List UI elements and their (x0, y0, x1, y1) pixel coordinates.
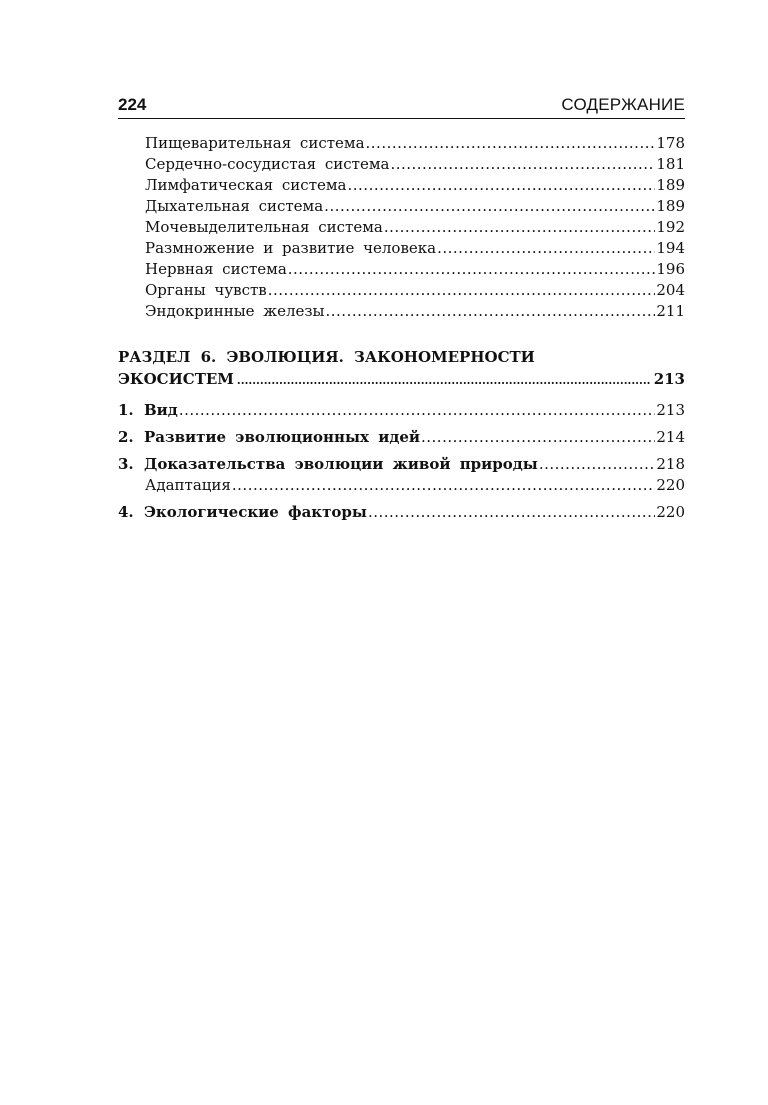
toc-leader-dots (368, 502, 655, 523)
toc-leader-dots (421, 427, 655, 448)
toc-leader-dots (326, 301, 656, 322)
toc-entry-page: 189 (656, 176, 685, 194)
toc-entry-page: 192 (656, 218, 685, 236)
toc-leader-dots (288, 259, 656, 280)
toc-entry-label: Нервная система (145, 260, 287, 278)
toc-entry-label: Сердечно-сосудистая система (145, 155, 390, 173)
toc-leader-dots (390, 154, 655, 175)
section-page: 213 (653, 370, 685, 388)
toc-entry[interactable] (118, 475, 685, 496)
toc-entry[interactable] (118, 280, 685, 301)
chapter-page: 213 (656, 401, 685, 419)
toc-entry[interactable] (118, 154, 685, 175)
book-page (118, 92, 685, 523)
chapter-label: Доказательства эволюции живой природы (144, 455, 538, 473)
chapter-number: 3. (118, 455, 134, 473)
toc-entry-page: 220 (656, 476, 685, 494)
toc-entry-label: Мочевыделительная система (145, 218, 383, 236)
chapter-page: 218 (656, 455, 685, 473)
chapter-number: 4. (118, 503, 134, 521)
toc-entry-label: Адаптация (145, 476, 231, 494)
chapter-label: Вид (144, 401, 178, 419)
toc-leader-dots (232, 475, 655, 496)
chapter-page: 220 (656, 503, 685, 521)
toc-entry-label: Эндокринные железы (145, 302, 325, 320)
section-title-line1: РАЗДЕЛ 6. ЭВОЛЮЦИЯ. ЗАКОНОМЕРНОСТИ (118, 348, 535, 366)
toc-entry[interactable] (118, 175, 685, 196)
chapter-list (118, 400, 685, 523)
toc-leader-dots (384, 217, 656, 238)
toc-chapter-entry[interactable] (118, 454, 685, 475)
section-title-continuation: ЭКОСИСТЕМ (118, 370, 234, 388)
toc-entry[interactable] (118, 301, 685, 322)
toc-leader-dots (437, 238, 655, 259)
toc-leader-dots (268, 280, 656, 301)
toc-chapter-entry[interactable] (118, 400, 685, 421)
toc-chapter-entry[interactable] (118, 502, 685, 523)
toc-entry[interactable] (118, 133, 685, 154)
chapter-label: Развитие эволюционных идей (144, 428, 420, 446)
toc-entry-label: Органы чувств (145, 281, 267, 299)
toc-leader-dots (539, 454, 656, 475)
toc-entry[interactable] (118, 217, 685, 238)
toc-leader-dots (324, 196, 655, 217)
toc-entry-label: Дыхательная система (145, 197, 324, 215)
chapter-page: 214 (656, 428, 685, 446)
toc-entry[interactable] (118, 196, 685, 217)
toc-leader-dots (366, 133, 656, 154)
chapter-number: 2. (118, 428, 134, 446)
chapter-number: 1. (118, 401, 134, 419)
section-heading[interactable] (118, 346, 685, 390)
table-of-contents (118, 133, 685, 523)
toc-entry-page: 181 (656, 155, 685, 173)
running-head-title: СОДЕРЖАНИЕ (561, 95, 685, 114)
toc-leader-dots (348, 175, 656, 196)
toc-entry-page: 178 (656, 134, 685, 152)
toc-entry-label: Размножение и развитие человека (145, 239, 437, 257)
toc-entry[interactable] (118, 259, 685, 280)
toc-entry-label: Лимфатическая система (145, 176, 347, 194)
page-number: 224 (118, 95, 147, 114)
toc-leader-dots (237, 370, 651, 392)
toc-entry-page: 204 (656, 281, 685, 299)
toc-entry-page: 196 (656, 260, 685, 278)
toc-leader-dots (179, 400, 656, 421)
toc-chapter-entry[interactable] (118, 427, 685, 448)
running-head (118, 92, 685, 119)
toc-entry-label: Пищеварительная система (145, 134, 365, 152)
toc-entry-page: 189 (656, 197, 685, 215)
chapter-label: Экологические факторы (144, 503, 367, 521)
section-title-line2 (118, 368, 685, 390)
toc-entry[interactable] (118, 238, 685, 259)
toc-entry-page: 211 (656, 302, 685, 320)
toc-entry-page: 194 (656, 239, 685, 257)
